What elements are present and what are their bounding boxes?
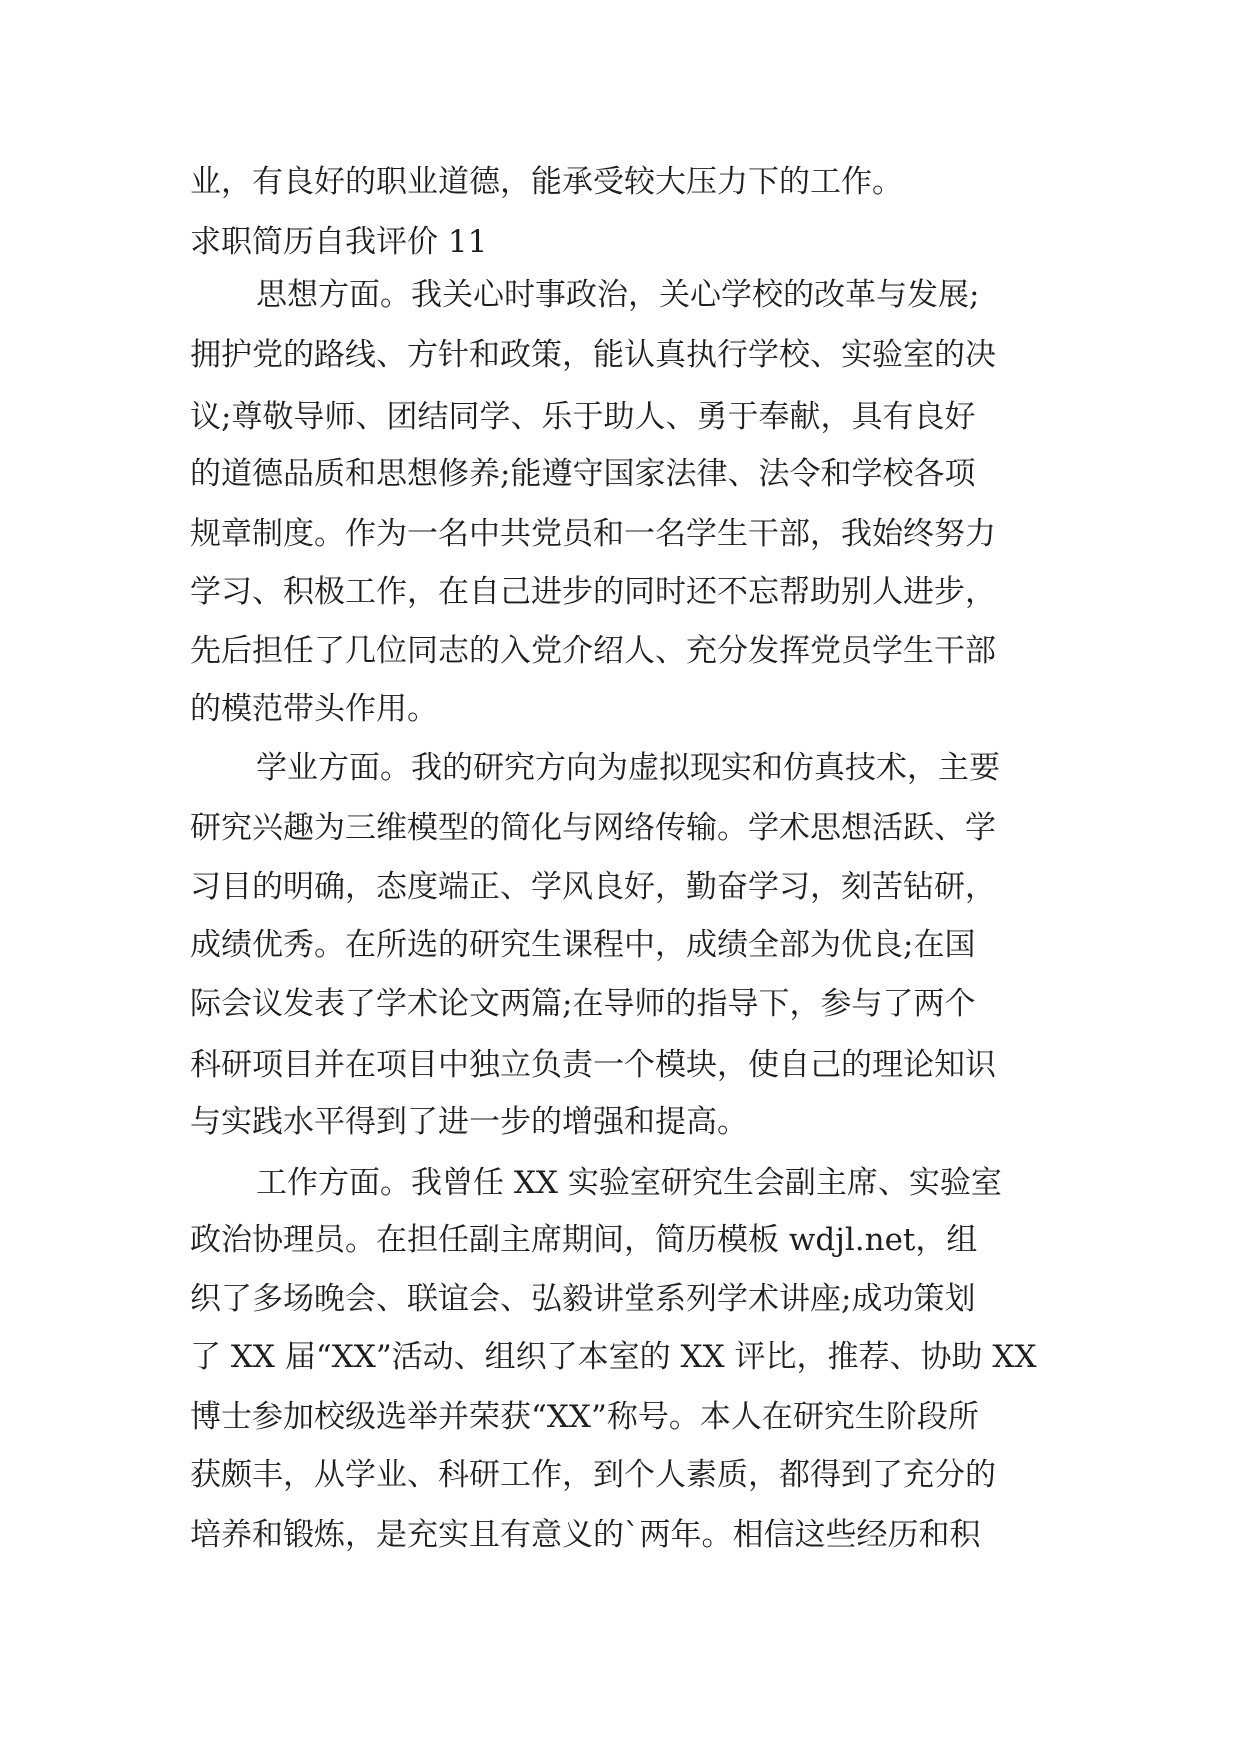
text-line: 议;尊敬导师、团结同学、乐于助人、勇于奉献，具有良好 (190, 399, 976, 435)
text-line: 的模范带头作用。 (190, 691, 438, 727)
text-line: 业，有良好的职业道德，能承受较大压力下的工作。 (190, 164, 903, 200)
text-line: 学习、积极工作，在自己进步的同时还不忘帮助别人进步， (190, 574, 996, 610)
text-line: 培养和锻炼，是充实且有意义的`两年。相信这些经历和积 (190, 1517, 981, 1553)
text-line: 习目的明确，态度端正、学风良好，勤奋学习，刻苦钻研， (190, 869, 996, 905)
text-line: 思想方面。我关心时事政治，关心学校的改革与发展; (256, 277, 980, 313)
text-line: 了 XX 届“XX”活动、组织了本室的 XX 评比，推荐、协助 XX (190, 1339, 1037, 1375)
text-line: 研究兴趣为三维模型的简化与网络传输。学术思想活跃、学 (190, 810, 996, 846)
text-line: 与实践水平得到了进一步的增强和提高。 (190, 1104, 748, 1140)
text-line: 政治协理员。在担任副主席期间，简历模板 wdjl.net，组 (190, 1222, 978, 1258)
text-line: 拥护党的路线、方针和政策，能认真执行学校、实验室的决 (190, 337, 996, 373)
text-line: 获颇丰，从学业、科研工作，到个人素质，都得到了充分的 (190, 1457, 996, 1493)
text-line: 成绩优秀。在所选的研究生课程中，成绩全部为优良;在国 (190, 927, 976, 963)
text-line: 博士参加校级选举并荣获“XX”称号。本人在研究生阶段所 (190, 1399, 979, 1435)
text-line: 际会议发表了学术论文两篇;在导师的指导下，参与了两个 (190, 986, 976, 1022)
text-line: 工作方面。我曾任 XX 实验室研究生会副主席、实验室 (256, 1165, 1002, 1201)
text-line: 规章制度。作为一名中共党员和一名学生干部，我始终努力 (190, 516, 996, 552)
text-line: 先后担任了几位同志的入党介绍人、充分发挥党员学生干部 (190, 633, 996, 669)
section-heading: 求职简历自我评价 11 (190, 224, 488, 260)
text-line: 织了多场晚会、联谊会、弘毅讲堂系列学术讲座;成功策划 (190, 1281, 976, 1317)
text-line: 的道德品质和思想修养;能遵守国家法律、法令和学校各项 (190, 456, 976, 492)
text-line: 学业方面。我的研究方向为虚拟现实和仿真技术，主要 (256, 750, 1000, 786)
text-line: 科研项目并在项目中独立负责一个模块，使自己的理论知识 (190, 1047, 996, 1083)
